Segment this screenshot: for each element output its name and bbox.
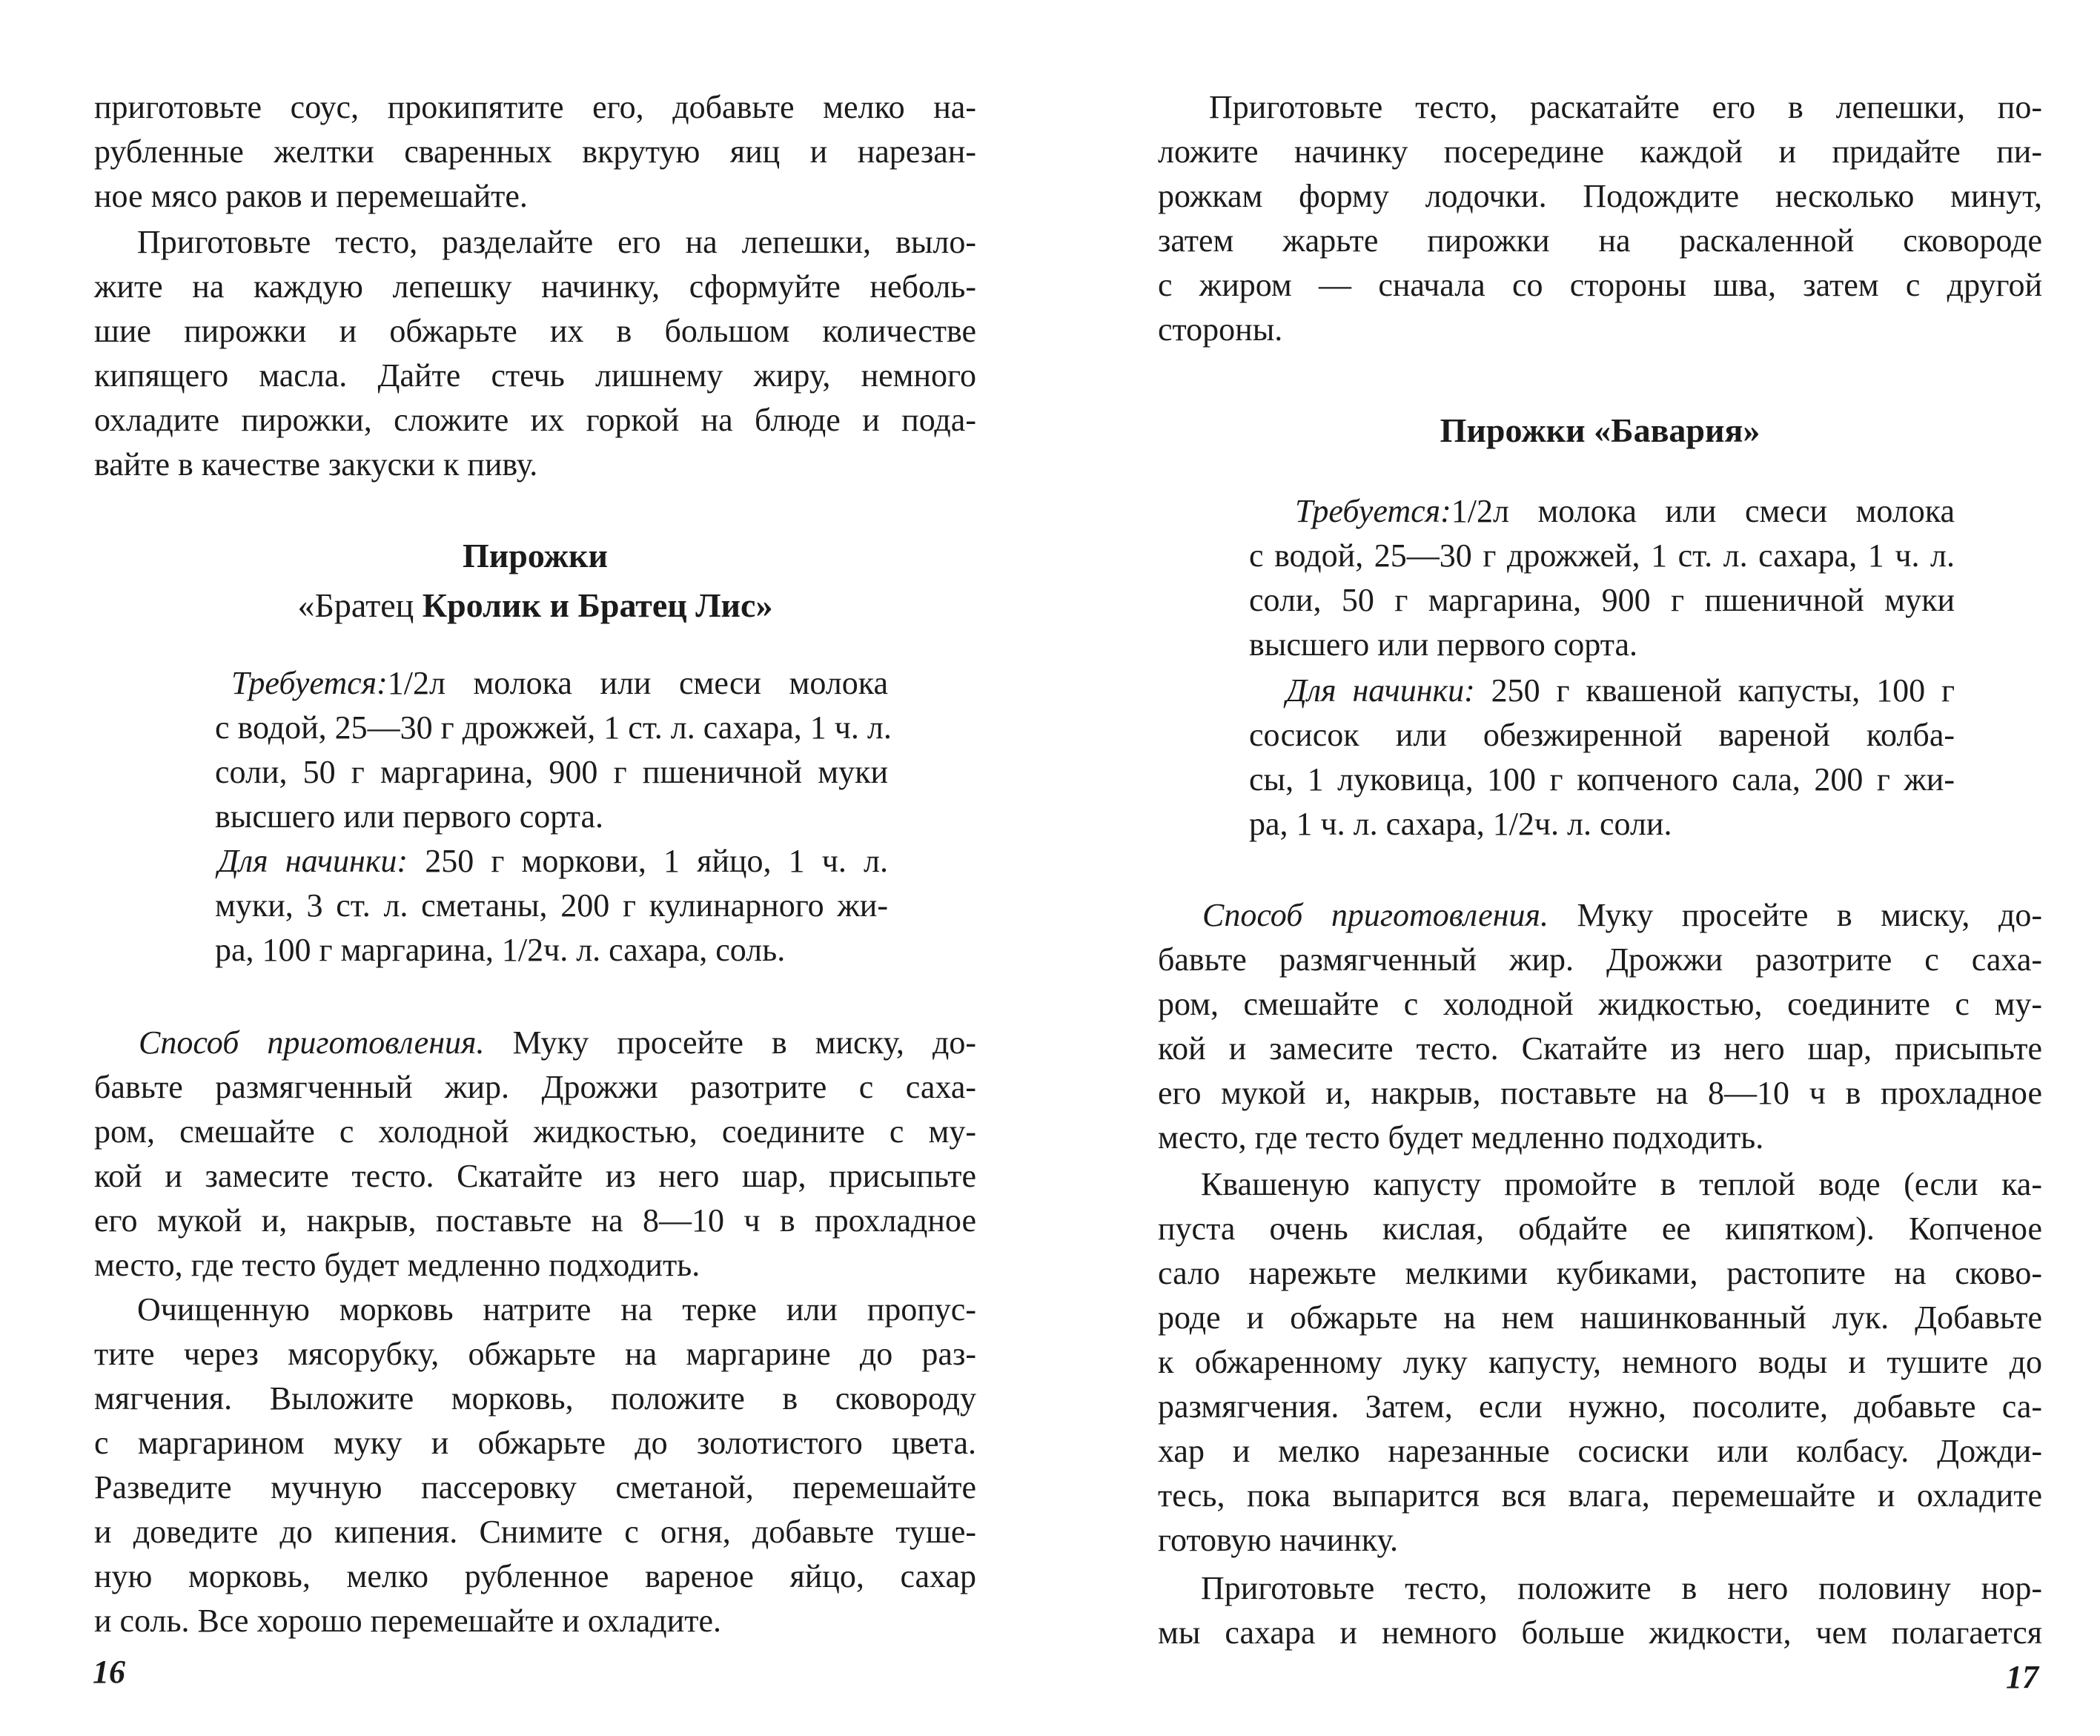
text-line: кипящего масла. Дайте стечь лишнему жиру, немного (94, 357, 976, 394)
method-paragraph (94, 1288, 976, 1643)
text-line: с водой, 25—30 г дрожжей, 1 ст. л. сахара, 1 ч. л. (215, 709, 892, 746)
text-line: вайте в качестве закуски к пиву. (94, 446, 538, 483)
text-line: Разведите мучную пассеровку сметаной, перемешайте (94, 1469, 976, 1505)
text-line: охладите пирожки, сложите их горкой на блюде и пода- (94, 402, 976, 438)
text-line: с маргарином муку и обжарьте до золотистого цвета. (94, 1425, 976, 1461)
text-line: роде и обжарьте на нем нашинкованный лук. Добавьте (1158, 1299, 2042, 1336)
paragraph (94, 85, 976, 219)
text-line: размягчения. Затем, если нужно, посолите, добавьте са- (1158, 1388, 2042, 1425)
text-line: высшего или первого сорта. (215, 798, 604, 835)
text-line: муки, 3 ст. л. сметаны, 200 г кулинарного жи- (215, 887, 888, 924)
line-text: Муку просейте в миску, до- (1548, 897, 2042, 933)
line-text: 250 г квашеной капусты, 100 г (1474, 672, 1955, 709)
text-line: мягчения. Выложите морковь, положите в сковороду (94, 1380, 976, 1417)
text-line: Приготовьте тесто, положите в него половину нор- (1201, 1570, 2042, 1606)
line-text: 250 г моркови, 1 яйцо, 1 ч. л. (408, 843, 888, 879)
text-line: кой и замесите тесто. Скатайте из него шар, присыпьте (94, 1158, 976, 1194)
text-line: мы сахара и немного больше жидкости, чем полагается (1158, 1614, 2042, 1651)
filling-ingredients (215, 839, 888, 973)
text-line: Приготовьте тесто, разделайте его на лепешки, выло- (137, 224, 976, 260)
text-line: затем жарьте пирожки на раскаленной сковороде (1158, 222, 2042, 259)
method-paragraph (1158, 1162, 2042, 1563)
text-line: шие пирожки и обжарьте их в большом количестве (94, 313, 976, 349)
text-line: его мукой и, накрыв, поставьте на 8—10 ч в прохладное (94, 1202, 976, 1239)
method-paragraph (1158, 1566, 2042, 1655)
filling-ingredients (1249, 669, 1955, 847)
text-line: сало нарежьте мелкими кубиками, растопите на сково- (1158, 1255, 2042, 1291)
italic-label: Требуется: (231, 665, 388, 701)
line-text: 1/2л молока или смеси молока (1451, 493, 1955, 529)
text-line: Очищенную морковь натрите на терке или пропус- (137, 1291, 976, 1328)
subtitle-part-bold: Кролик и Братец Лис» (422, 586, 773, 624)
italic-label: Для начинки: (1286, 672, 1475, 709)
text-line (1249, 489, 1955, 534)
text-line: его мукой и, накрыв, поставьте на 8—10 ч в прохладное (1158, 1075, 2042, 1111)
recipe-title: Пирожки «Бавария» (1440, 411, 1761, 449)
text-line: приготовьте соус, прокипятите его, добавьте мелко на- (94, 89, 976, 125)
text-line: хар и мелко нарезанные сосиски или колбасу. Дожди- (1158, 1433, 2042, 1469)
text-line: тите через мясорубку, обжарьте на маргарине до раз- (94, 1336, 976, 1372)
text-line: ром, смешайте с холодной жидкостью, соедините с му- (94, 1113, 976, 1150)
italic-label: Требуется: (1295, 493, 1451, 529)
text-line: пуста очень кислая, обдайте ее кипятком). Копченое (1158, 1210, 2042, 1247)
paragraph (94, 220, 976, 487)
text-line: бавьте размягченный жир. Дрожжи разотрите с саха- (94, 1069, 976, 1105)
text-line: сосисок или обезжиренной вареной колба- (1249, 717, 1955, 753)
page-number: 17 (2006, 1659, 2038, 1695)
text-line: сы, 1 луковица, 100 г копченого сала, 200 г жи- (1249, 761, 1955, 798)
text-line: бавьте размягченный жир. Дрожжи разотрите с саха- (1158, 941, 2042, 978)
text-line: Приготовьте тесто, раскатайте его в лепешки, по- (1209, 89, 2042, 125)
recipe-subtitle (94, 583, 976, 628)
text-line (94, 1021, 976, 1065)
text-line: ную морковь, мелко рубленное вареное яйцо, сахар (94, 1558, 976, 1594)
text-line (215, 661, 888, 706)
text-line: ное мясо раков и перемешайте. (94, 178, 528, 214)
page-number: 16 (93, 1654, 125, 1690)
recipe-title: Пирожки (462, 537, 609, 574)
italic-label: Для начинки: (218, 843, 408, 879)
text-line: рубленные желтки сваренных вкрутую яиц и нарезан- (94, 133, 976, 170)
text-line: ром, смешайте с холодной жидкостью, соедините с му- (1158, 986, 2042, 1022)
text-line (1158, 893, 2042, 938)
ingredients-list (215, 661, 892, 839)
text-line: стороны. (1158, 311, 1283, 348)
text-line: кой и замесите тесто. Скатайте из него шар, присыпьте (1158, 1030, 2042, 1067)
text-line: высшего или первого сорта. (1249, 626, 1638, 663)
text-line: рожкам форму лодочки. Подождите несколько минут, (1158, 178, 2042, 214)
subtitle-part: «Братец (297, 586, 423, 624)
text-line: готовую начинку. (1158, 1522, 1399, 1558)
text-line: жите на каждую лепешку начинку, сформуйте неболь- (94, 268, 976, 305)
text-line: тесь, пока выпарится вся влага, перемешайте и охладите (1158, 1477, 2042, 1514)
line-text: Муку просейте в миску, до- (484, 1024, 976, 1061)
text-line: Квашеную капусту промойте в теплой воде (если ка- (1201, 1166, 2042, 1202)
text-line: ложите начинку посередине каждой и придайте пи- (1158, 133, 2042, 170)
italic-label: Способ приготовления. (1202, 897, 1548, 933)
paragraph (1158, 85, 2042, 352)
text-line: место, где тесто будет медленно подходить. (94, 1247, 700, 1283)
text-line: к обжаренному луку капусту, немного воды и тушите до (1158, 1344, 2042, 1380)
text-line: с жиром — сначала со стороны шва, затем с другой (1158, 267, 2042, 303)
text-line: и доведите до кипения. Снимите с огня, добавьте туше- (94, 1514, 976, 1550)
text-line: ра, 100 г маргарина, 1/2ч. л. сахара, соль. (215, 932, 786, 968)
ingredients-list (1249, 489, 1955, 667)
text-line: соли, 50 г маргарина, 900 г пшеничной муки (1249, 582, 1955, 618)
text-line (215, 839, 888, 884)
method-paragraph (94, 1021, 976, 1288)
italic-label: Способ приготовления. (139, 1024, 485, 1061)
text-line: и соль. Все хорошо перемешайте и охладите. (94, 1603, 721, 1639)
method-paragraph (1158, 893, 2042, 1160)
text-line: ра, 1 ч. л. сахара, 1/2ч. л. соли. (1249, 806, 1672, 842)
text-line: соли, 50 г маргарина, 900 г пшеничной муки (215, 754, 888, 790)
text-line (1249, 669, 1955, 713)
text-line: с водой, 25—30 г дрожжей, 1 ст. л. сахара, 1 ч. л. (1249, 537, 1955, 574)
line-text: 1/2л молока или смеси молока (387, 665, 888, 701)
text-line: место, где тесто будет медленно подходить. (1158, 1119, 1764, 1156)
